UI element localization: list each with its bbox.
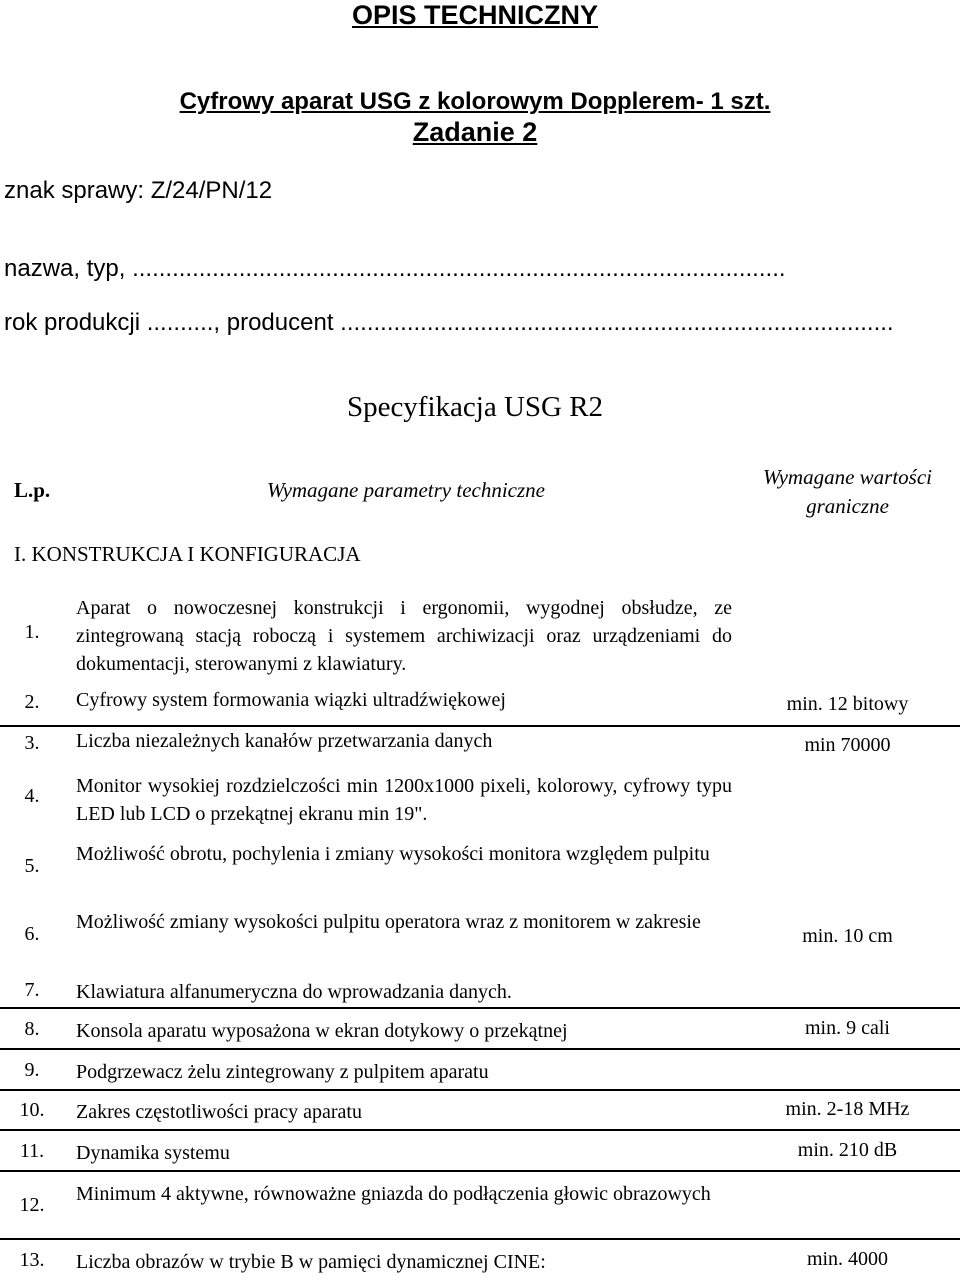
row-parameter: Liczba obrazów w trybie B w pamięci dynamicznej CINE: [76,1251,546,1273]
row-value: min. 10 cm [802,925,893,947]
row-number: 6. [24,923,40,945]
row-divider [0,1170,960,1172]
row-parameter: Możliwość obrotu, pochylenia i zmiany wysokości monitora względem pulpitu [76,843,710,865]
row-parameter: Minimum 4 aktywne, równoważne gniazda do podłączenia głowic obrazowych [76,1183,711,1205]
row-number: 5. [24,855,40,877]
document-title: OPIS TECHNICZNY [351,0,599,30]
column-header-parameters: Wymagane parametry techniczne [267,478,545,502]
device-title: Cyfrowy aparat USG z kolorowym Dopplerem- 1 szt. [179,88,771,115]
row-number: 13. [19,1249,45,1271]
task-title: Zadanie 2 [412,117,538,147]
row-divider [0,1089,960,1091]
row-number: 12. [19,1194,45,1216]
row-divider [0,1238,960,1240]
row-value: min. 2-18 MHz [785,1098,910,1120]
row-number: 4. [24,785,40,807]
row-parameter: Możliwość zmiany wysokości pulpitu operatora wraz z monitorem w zakresie [76,911,701,933]
row-value: min. 4000 [806,1248,889,1270]
row-number: 7. [24,979,40,1001]
row-parameter: Liczba niezależnych kanałów przetwarzania danych [76,730,493,752]
row-value: min 70000 [804,734,891,756]
year-producer-field: rok produkcji .........., producent ................................................................................... [4,309,894,336]
row-parameter: Aparat o nowoczesnej konstrukcji i ergonomii, wygodnej obsłudze, ze zintegrowaną stacją roboczą i systemem archiwizacji oraz urządzeniami do dokumentacji, sterowanymi z klawiatury. [76,597,732,675]
row-number: 11. [19,1140,45,1162]
row-value: min. 210 dB [797,1139,898,1161]
section-heading: I. KONSTRUKCJA I KONFIGURACJA [14,542,361,566]
row-parameter: Monitor wysokiej rozdzielczości min 1200x1000 pixeli, kolorowy, cyfrowy typu LED lub LCD o przekątnej ekranu min 19". [76,775,732,825]
row-number: 10. [19,1099,45,1121]
row-divider [0,1129,960,1131]
row-number: 1. [24,621,40,643]
row-parameter: Klawiatura alfanumeryczna do wprowadzania danych. [76,981,512,1003]
spec-title: Specyfikacja USG R2 [346,391,604,423]
row-parameter: Cyfrowy system formowania wiązki ultradźwiękowej [76,689,506,711]
row-number: 3. [24,732,40,754]
row-number: 9. [24,1059,40,1081]
row-parameter: Zakres częstotliwości pracy aparatu [76,1101,362,1123]
row-number: 8. [24,1018,40,1040]
row-divider [0,1048,960,1050]
row-value: min. 9 cali [805,1017,890,1039]
column-header-limit-values: Wymagane wartości graniczne [763,465,932,518]
row-divider [0,1007,960,1009]
case-number: znak sprawy: Z/24/PN/12 [4,177,273,204]
column-header-lp: L.p. [14,478,51,502]
row-value: min. 12 bitowy [786,693,909,715]
name-type-field: nazwa, typ, .................................................................................................. [4,255,786,282]
row-parameter: Konsola aparatu wyposażona w ekran dotykowy o przekątnej [76,1020,568,1042]
row-parameter: Dynamika systemu [76,1142,230,1164]
row-number: 2. [24,691,40,713]
row-parameter: Podgrzewacz żelu zintegrowany z pulpitem aparatu [76,1061,489,1083]
